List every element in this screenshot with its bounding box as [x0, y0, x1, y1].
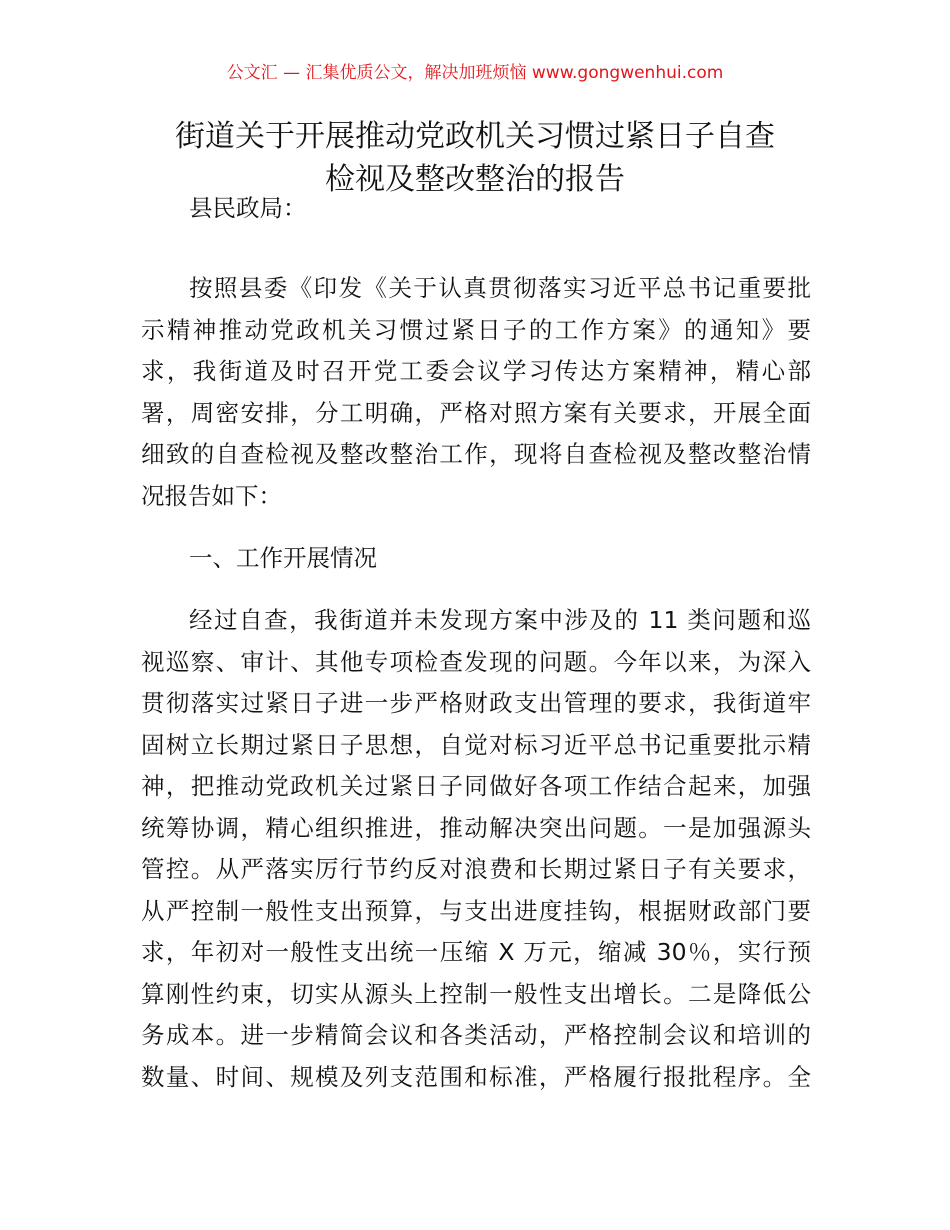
salutation: 县民政局：: [189, 194, 307, 222]
section-heading: 一、工作开展情况: [189, 544, 377, 572]
site-header-banner: 公文汇 — 汇集优质公文，解决加班烦恼 www.gongwenhui.com: [226, 63, 724, 83]
paragraph-line: 务成本。进一步精简会议和各类活动，严格控制会议和培训的: [141, 1021, 811, 1049]
paragraph-line: 管控。从严落实厉行节约反对浪费和长期过紧日子有关要求，: [141, 855, 811, 883]
paragraph-line: 署，周密安排，分工明确，严格对照方案有关要求，开展全面: [141, 398, 811, 427]
paragraph-line: 况报告如下：: [141, 481, 282, 510]
document-title-line-2: 检视及整改整治的报告: [325, 162, 625, 197]
paragraph-line: 固树立长期过紧日子思想，自觉对标习近平总书记重要批示精: [141, 730, 811, 759]
paragraph-line: 数量、时间、规模及列支范围和标准，严格履行报批程序。全: [141, 1062, 811, 1091]
paragraph-line: 示精神推动党政机关习惯过紧日子的工作方案》的通知》要: [141, 315, 811, 344]
paragraph-line: 视巡察、审计、其他专项检查发现的问题。今年以来，为深入: [141, 647, 811, 676]
paragraph-line: 统筹协调，精心组织推进，推动解决突出问题。一是加强源头: [141, 813, 811, 842]
paragraph-line: 按照县委《印发《关于认真贯彻落实习近平总书记重要批: [189, 274, 811, 302]
paragraph-line: 贯彻落实过紧日子进一步严格财政支出管理的要求，我街道牢: [141, 689, 811, 717]
paragraph-line: 从严控制一般性支出预算，与支出进度挂钩，根据财政部门要: [141, 896, 811, 925]
paragraph-line: 求，年初对一般性支出统一压缩 X 万元，缩减 30％，实行预: [141, 938, 811, 966]
document-title-line-1: 街道关于开展推动党政机关习惯过紧日子自查: [175, 119, 775, 154]
paragraph-line: 细致的自查检视及整改整治工作，现将自查检视及整改整治情: [141, 440, 811, 468]
paragraph-line: 神，把推动党政机关过紧日子同做好各项工作结合起来，加强: [141, 772, 811, 800]
paragraph-line: 经过自查，我街道并未发现方案中涉及的 11 类问题和巡: [189, 606, 811, 634]
paragraph-line: 求，我街道及时召开党工委会议学习传达方案精神，精心部: [141, 357, 811, 385]
paragraph-line: 算刚性约束，切实从源头上控制一般性支出增长。二是降低公: [141, 979, 811, 1008]
